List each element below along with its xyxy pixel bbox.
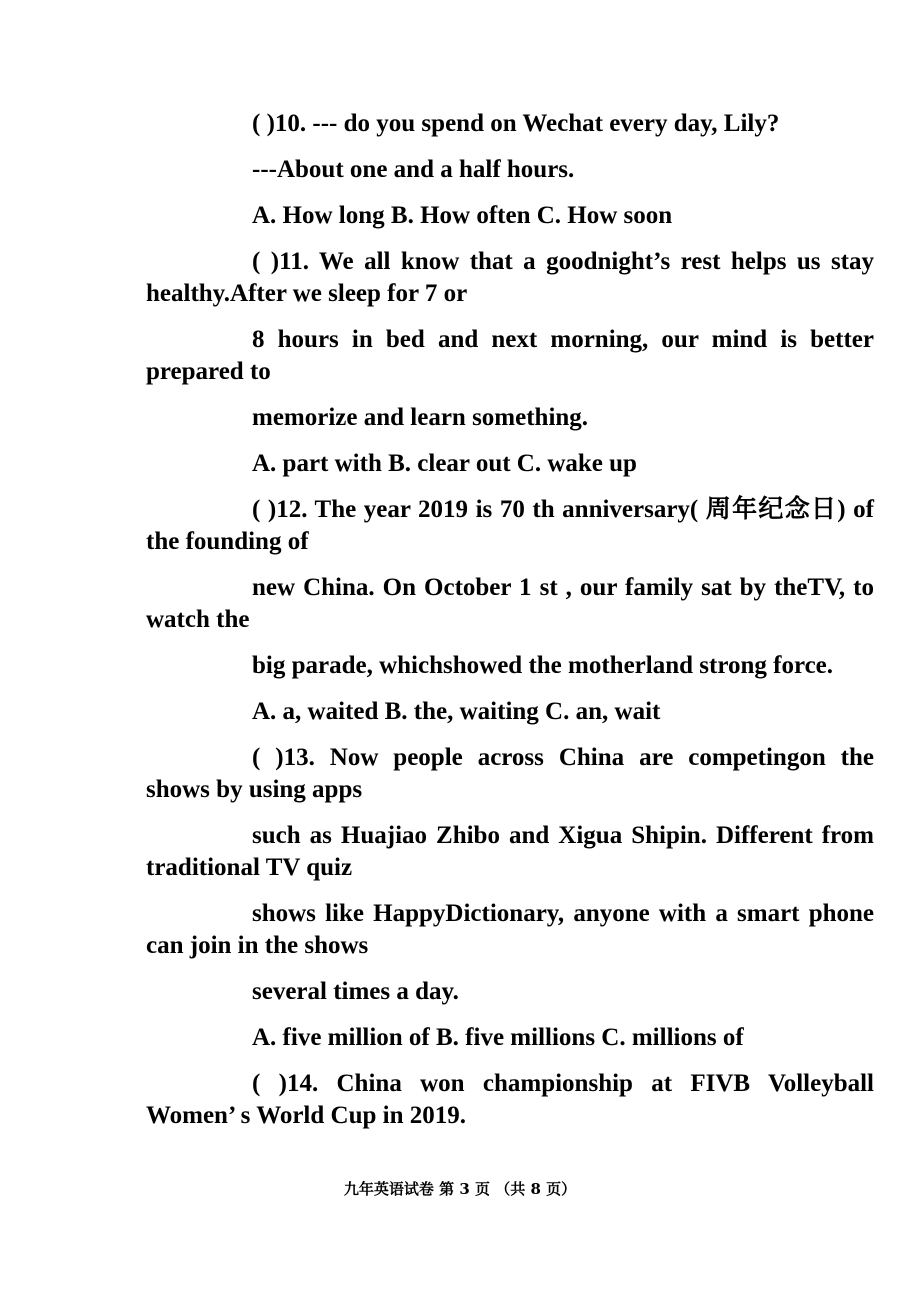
question-13-options: A. five million of B. five millions C. millions of: [252, 1024, 744, 1051]
question-13-stem: ( )13. Now people across China are competingon the shows by using apps: [146, 744, 874, 803]
question-10-answer: ---About one and a half hours.: [252, 156, 575, 183]
question-12-text: new China. On October 1 st , our family sat by theTV, to watch the: [146, 574, 874, 633]
page-footer: 九年英语试卷 第 3 页 （共 8 页）: [343, 1180, 577, 1198]
question-13-text: several times a day.: [252, 978, 459, 1005]
question-13-text: such as Huajiao Zhibo and Xigua Shipin. Different from traditional TV quiz: [146, 822, 874, 881]
question-11-options: A. part with B. clear out C. wake up: [252, 450, 637, 477]
question-11-text: 8 hours in bed and next morning, our mind is better prepared to: [146, 326, 874, 385]
question-12-text: big parade, whichshowed the motherland strong force.: [252, 652, 834, 679]
question-13-text: shows like HappyDictionary, anyone with a smart phone can join in the shows: [146, 900, 874, 959]
question-12-stem: ( )12. The year 2019 is 70 th anniversary( 周年纪念日) of the founding of: [146, 496, 874, 555]
question-14-stem: ( )14. China won championship at FIVB Volleyball Women’ s World Cup in 2019.: [146, 1070, 874, 1129]
question-11-stem: ( )11. We all know that a goodnight’s rest helps us stay healthy.After we sleep for 7 or: [146, 248, 874, 307]
question-10-options: A. How long B. How often C. How soon: [252, 202, 673, 229]
question-text: [146, 108, 874, 1146]
question-11-text: memorize and learn something.: [252, 404, 589, 431]
question-12-options: A. a, waited B. the, waiting C. an, wait: [252, 698, 661, 725]
question-10-stem: ( )10. --- do you spend on Wechat every day, Lily?: [252, 110, 780, 137]
